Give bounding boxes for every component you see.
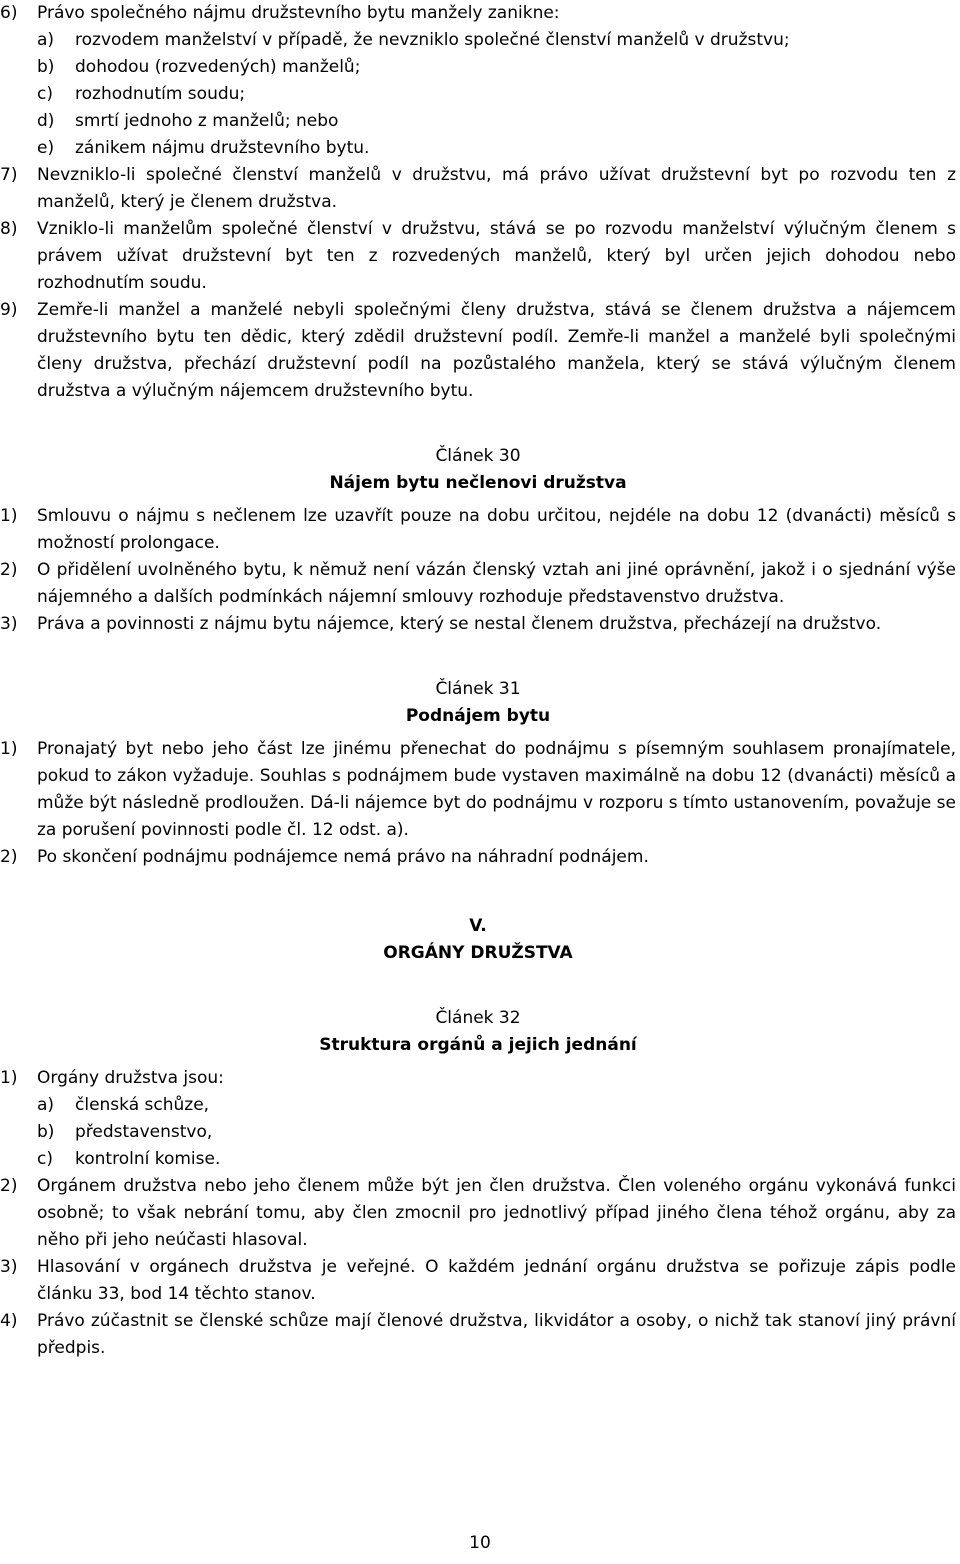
subitem-letter: e) <box>37 138 55 158</box>
list-item <box>0 1254 956 1308</box>
article-31 <box>0 676 956 871</box>
article-title: Struktura orgánů a jejich jednání <box>319 1035 637 1055</box>
item-text: Vzniklo-li manželům společné členství v družstvu, stává se po rozvodu manželství výlučným členem s právem užívat družstevní byt ten z rozvedených manželů, který byl určen jejich dohodou nebo rozhodnutím soudu. <box>37 219 956 293</box>
part-title: ORGÁNY DRUŽSTVA <box>383 943 573 963</box>
item-text: Smlouvu o nájmu s nečlenem lze uzavřít pouze na dobu určitou, nejdéle na dobu 12 (dvanácti) měsíců s možností prolongace. <box>37 506 956 553</box>
subitem-text: smrtí jednoho z manželů; nebo <box>75 111 339 131</box>
item-text: Zemře-li manžel a manželé nebyli společnými členy družstva, stává se členem družstva a nájemcem družstevního bytu ten dědic, který zdědil družstevní podíl. Zemře-li manžel a manželé byli společnými členy družstva, přechází družstevní podíl na pozůstalého manžela, který se stává výlučným členem družstva a výlučným nájemcem družstevního bytu. <box>37 300 956 401</box>
item-text: Práva a povinnosti z nájmu bytu nájemce, který se nestal členem družstva, přecházejí na družstvo. <box>37 614 882 634</box>
subitem-text: rozvodem manželství v případě, že nevzniklo společné členství manželů v družstvu; <box>75 30 790 50</box>
item-number: 3) <box>0 614 18 634</box>
article-heading: Článek 31 <box>435 679 521 699</box>
list-item-6 <box>0 0 956 27</box>
item-number: 9) <box>0 300 18 320</box>
item-text: Orgánem družstva nebo jeho členem může být jen člen družstva. Člen voleného orgánu vykonává funkci osobně; to však nebrání tomu, aby člen zmocnil pro jednotlivý případ jiného člena téhož orgánu, aby za něho při jeho neúčasti hlasoval. <box>37 1176 956 1250</box>
subitem-c <box>37 1146 956 1173</box>
item-text: Pronajatý byt nebo jeho část lze jinému přenechat do podnájmu s písemným souhlasem pronajímatele, pokud to zákon vyžaduje. Souhlas s podnájmem bude vystaven maximálně na dobu 12 (dvanácti) měsíců a může být následně prodloužen. Dá-li nájemce byt do podnájmu v rozporu s tímto ustanovením, považuje se za porušení povinnosti podle čl. 12 odst. a). <box>37 739 956 840</box>
page-number: 10 <box>469 1533 491 1553</box>
item-number: 1) <box>0 739 18 759</box>
item-text: Po skončení podnájmu podnájemce nemá právo na náhradní podnájem. <box>37 847 649 867</box>
article-30 <box>0 443 956 638</box>
subitem-letter: b) <box>37 57 55 77</box>
list-item-7 <box>0 162 956 216</box>
item-number: 8) <box>0 219 18 239</box>
list-item <box>0 1308 956 1362</box>
subitem-text: rozhodnutím soudu; <box>75 84 246 104</box>
item-number: 1) <box>0 506 18 526</box>
subitem-c <box>37 81 956 108</box>
part-roman-numeral: V. <box>469 916 487 936</box>
subitem-b <box>37 1119 956 1146</box>
item-number: 4) <box>0 1311 18 1331</box>
list-item-8 <box>0 216 956 297</box>
subitem-text: představenstvo, <box>75 1122 213 1142</box>
subitem-letter: c) <box>37 1149 53 1169</box>
list-item <box>0 503 956 557</box>
part-5 <box>0 913 956 967</box>
item-text: Právo zúčastnit se členské schůze mají členové družstva, likvidátor a osoby, o nichž tak stanoví jiný právní předpis. <box>37 1311 956 1358</box>
item-number: 2) <box>0 1176 18 1196</box>
subitem-d <box>37 108 956 135</box>
item-text: Hlasování v orgánech družstva je veřejné. O každém jednání orgánu družstva se pořizuje zápis podle článku 33, bod 14 těchto stanov. <box>37 1257 956 1304</box>
subitem-letter: d) <box>37 111 55 131</box>
item-text: O přidělení uvolněného bytu, k němuž není vázán členský vztah ani jiné oprávnění, jakož i o sjednání výše nájemného a dalších podmínkách nájemní smlouvy rozhoduje představenstvo družstva. <box>37 560 956 607</box>
item-number: 3) <box>0 1257 18 1277</box>
subitem-b <box>37 54 956 81</box>
list-item <box>0 736 956 844</box>
subitem-letter: a) <box>37 1095 55 1115</box>
article-heading: Článek 30 <box>435 446 521 466</box>
subitem-text: zánikem nájmu družstevního bytu. <box>75 138 370 158</box>
item-number: 2) <box>0 847 18 867</box>
article-32 <box>0 1005 956 1362</box>
subitem-a <box>37 27 956 54</box>
subitem-letter: b) <box>37 1122 55 1142</box>
list-item-9 <box>0 297 956 405</box>
subitem-text: kontrolní komise. <box>75 1149 221 1169</box>
item-number: 1) <box>0 1068 18 1088</box>
list-item <box>0 557 956 611</box>
article-heading: Článek 32 <box>435 1008 521 1028</box>
item-number: 7) <box>0 165 18 185</box>
item-number: 6) <box>0 3 18 23</box>
subitem-text: členská schůze, <box>75 1095 210 1115</box>
subitem-letter: a) <box>37 30 55 50</box>
list-item <box>0 611 956 638</box>
list-item <box>0 1065 956 1092</box>
list-item <box>0 1173 956 1254</box>
item-text: Orgány družstva jsou: <box>37 1068 224 1088</box>
subitem-a <box>37 1092 956 1119</box>
item-text: Nevzniklo-li společné členství manželů v družstvu, má právo užívat družstevní byt po rozvodu ten z manželů, který je členem družstva. <box>37 165 956 212</box>
article-title: Nájem bytu nečlenovi družstva <box>329 473 627 493</box>
subitem-text: dohodou (rozvedených) manželů; <box>75 57 361 77</box>
item-number: 2) <box>0 560 18 580</box>
subitem-e <box>37 135 956 162</box>
subitem-letter: c) <box>37 84 53 104</box>
item-text: Právo společného nájmu družstevního bytu manžely zanikne: <box>37 3 560 23</box>
article-title: Podnájem bytu <box>405 706 551 726</box>
list-item <box>0 844 956 871</box>
